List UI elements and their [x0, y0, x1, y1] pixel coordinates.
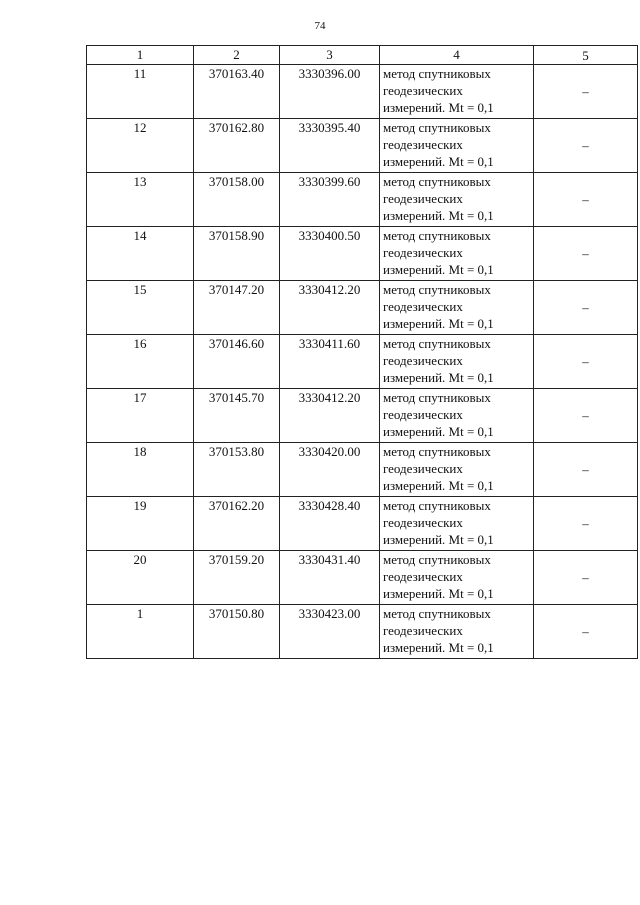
method-cell [380, 65, 534, 119]
x-coordinate-cell: 370158.00 [194, 173, 280, 227]
method-line: геодезических [383, 245, 463, 260]
table-row [87, 173, 638, 227]
method-line: метод спутниковых [383, 66, 491, 81]
method-line: метод спутниковых [383, 444, 491, 459]
method-line: измерений. Mt = 0,1 [383, 100, 494, 115]
header-row [87, 46, 638, 65]
method-line: метод спутниковых [383, 120, 491, 135]
table-row [87, 65, 638, 119]
point-number-cell: 19 [87, 497, 194, 551]
method-line: геодезических [383, 353, 463, 368]
table-row [87, 119, 638, 173]
x-coordinate-cell: 370163.40 [194, 65, 280, 119]
table-row [87, 281, 638, 335]
y-coordinate-cell: 3330396.00 [280, 65, 380, 119]
table-row [87, 443, 638, 497]
y-coordinate-cell: 3330400.50 [280, 227, 380, 281]
method-cell [380, 551, 534, 605]
point-number-cell: 14 [87, 227, 194, 281]
note-cell: – [534, 335, 638, 389]
method-cell [380, 443, 534, 497]
method-cell [380, 497, 534, 551]
y-coordinate-cell: 3330395.40 [280, 119, 380, 173]
method-line: метод спутниковых [383, 282, 491, 297]
method-line: измерений. Mt = 0,1 [383, 154, 494, 169]
y-coordinate-cell: 3330412.20 [280, 281, 380, 335]
note-cell: – [534, 173, 638, 227]
point-number-cell: 16 [87, 335, 194, 389]
point-number-cell: 17 [87, 389, 194, 443]
y-coordinate-cell: 3330411.60 [280, 335, 380, 389]
note-cell: – [534, 389, 638, 443]
method-cell [380, 281, 534, 335]
method-line: геодезических [383, 461, 463, 476]
method-line: метод спутниковых [383, 174, 491, 189]
x-coordinate-cell: 370162.20 [194, 497, 280, 551]
x-coordinate-cell: 370159.20 [194, 551, 280, 605]
point-number-cell: 20 [87, 551, 194, 605]
method-line: метод спутниковых [383, 498, 491, 513]
method-line: геодезических [383, 299, 463, 314]
method-line: метод спутниковых [383, 228, 491, 243]
method-line: измерений. Mt = 0,1 [383, 424, 494, 439]
x-coordinate-cell: 370162.80 [194, 119, 280, 173]
note-cell: – [534, 281, 638, 335]
x-coordinate-cell: 370158.90 [194, 227, 280, 281]
method-cell [380, 173, 534, 227]
table-header [87, 46, 638, 65]
note-cell: – [534, 119, 638, 173]
method-line: измерений. Mt = 0,1 [383, 208, 494, 223]
method-cell [380, 335, 534, 389]
method-line: геодезических [383, 83, 463, 98]
header-col-2: 2 [194, 46, 280, 65]
method-line: измерений. Mt = 0,1 [383, 316, 494, 331]
method-cell [380, 605, 534, 659]
method-line: геодезических [383, 569, 463, 584]
table-body [87, 65, 638, 659]
note-cell: – [534, 497, 638, 551]
point-number-cell: 15 [87, 281, 194, 335]
table-row [87, 497, 638, 551]
method-line: измерений. Mt = 0,1 [383, 262, 494, 277]
table-row [87, 335, 638, 389]
note-cell: – [534, 443, 638, 497]
y-coordinate-cell: 3330399.60 [280, 173, 380, 227]
method-line: геодезических [383, 623, 463, 638]
method-line: метод спутниковых [383, 390, 491, 405]
method-line: метод спутниковых [383, 606, 491, 621]
method-line: измерений. Mt = 0,1 [383, 478, 494, 493]
point-number-cell: 1 [87, 605, 194, 659]
table-row [87, 389, 638, 443]
point-number-cell: 11 [87, 65, 194, 119]
x-coordinate-cell: 370145.70 [194, 389, 280, 443]
method-line: измерений. Mt = 0,1 [383, 640, 494, 655]
method-cell [380, 227, 534, 281]
header-col-5: 5 [534, 46, 638, 65]
method-line: метод спутниковых [383, 336, 491, 351]
method-line: измерений. Mt = 0,1 [383, 586, 494, 601]
method-line: геодезических [383, 407, 463, 422]
table-row [87, 605, 638, 659]
header-col-4: 4 [380, 46, 534, 65]
table-row [87, 551, 638, 605]
method-line: геодезических [383, 515, 463, 530]
header-col-1: 1 [87, 46, 194, 65]
point-number-cell: 12 [87, 119, 194, 173]
y-coordinate-cell: 3330420.00 [280, 443, 380, 497]
y-coordinate-cell: 3330423.00 [280, 605, 380, 659]
page-number: 74 [314, 20, 326, 32]
method-line: геодезических [383, 191, 463, 206]
note-cell: – [534, 551, 638, 605]
x-coordinate-cell: 370147.20 [194, 281, 280, 335]
header-col-3: 3 [280, 46, 380, 65]
y-coordinate-cell: 3330412.20 [280, 389, 380, 443]
method-cell [380, 119, 534, 173]
table-row [87, 227, 638, 281]
x-coordinate-cell: 370146.60 [194, 335, 280, 389]
note-cell: – [534, 227, 638, 281]
x-coordinate-cell: 370153.80 [194, 443, 280, 497]
method-line: измерений. Mt = 0,1 [383, 532, 494, 547]
method-line: геодезических [383, 137, 463, 152]
y-coordinate-cell: 3330428.40 [280, 497, 380, 551]
x-coordinate-cell: 370150.80 [194, 605, 280, 659]
point-number-cell: 18 [87, 443, 194, 497]
coordinates-table [86, 45, 638, 659]
note-cell: – [534, 605, 638, 659]
method-line: метод спутниковых [383, 552, 491, 567]
note-cell: – [534, 65, 638, 119]
y-coordinate-cell: 3330431.40 [280, 551, 380, 605]
method-cell [380, 389, 534, 443]
point-number-cell: 13 [87, 173, 194, 227]
method-line: измерений. Mt = 0,1 [383, 370, 494, 385]
